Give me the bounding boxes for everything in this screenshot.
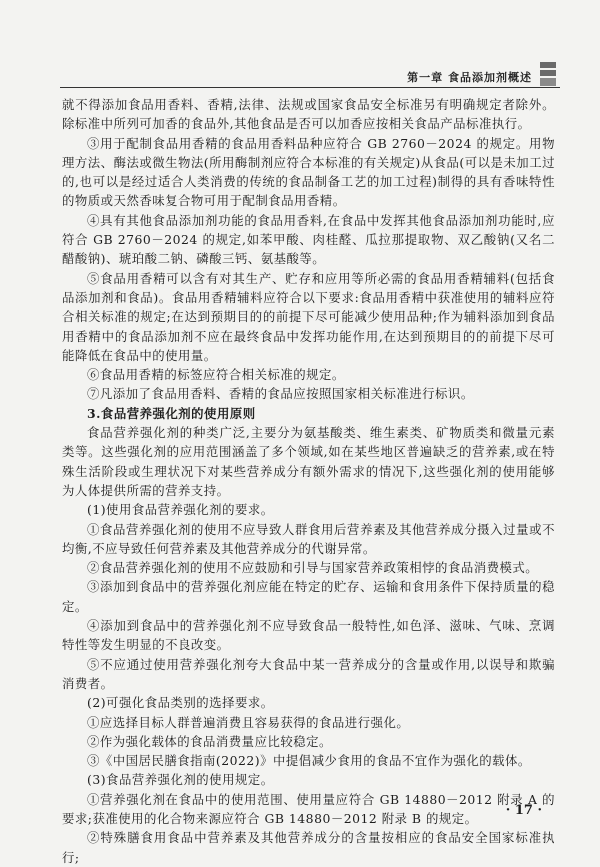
paragraph: ④具有其他食品添加剂功能的食品用香料,在食品中发挥其他食品添加剂功能时,应符合 GB 2760－2024 的规定,如苯甲酸、肉桂醛、瓜拉那提取物、双乙酸钠(又名二醋酸钠)、琥珀酸二钠、磷酸三钙、氨基酸等。 [62,212,555,267]
subsection-heading: (2)可强化食品类别的选择要求。 [87,695,274,711]
paragraph: ⑤不应通过使用营养强化剂夸大食品中某一营养成分的含量或作用,以误导和欺骗消费者。 [62,656,555,691]
paragraph: ②特殊膳食用食品中营养素及其他营养成分的含量按相应的食品安全国家标准执行; [62,830,555,865]
paragraph: ⑥食品用香精的标签应符合相关标准的规定。 [87,367,345,383]
paragraph: ⑦凡添加了食品用香料、香精的食品应按照国家相关标准进行标识。 [87,386,474,402]
paragraph: ①食品营养强化剂的使用不应导致人群食用后营养素及其他营养成分摄入过量或不均衡,不应导致任何营养素及其他营养成分的代谢异常。 [62,521,555,556]
paragraph: ①营养强化剂在食品中的使用范围、使用量应符合 GB 14880－2012 附录 A 的要求;获准使用的化合物来源应符合 GB 14880－2012 附录 B 的规定。 [62,791,555,826]
paragraph: ②食品营养强化剂的使用不应鼓励和引导与国家营养政策相悖的食品消费模式。 [87,560,539,576]
paragraph: ③添加到食品中的营养强化剂应能在特定的贮存、运输和食用条件下保持质量的稳定。 [62,579,555,614]
paragraph: ①应选择目标人群普遍消费且容易获得的食品进行强化。 [87,714,410,730]
body-text [62,95,555,867]
paragraph: ③《中国居民膳食指南(2022)》中提倡减少食用的食品不宜作为强化的载体。 [87,753,531,769]
chapter-tab-mark-icon [540,62,556,86]
paragraph: ⑤食品用香精可以含有对其生产、贮存和应用等所必需的食品用香精辅料(包括食品添加剂和食品)。食品用香精辅料应符合以下要求:食品用香精中获准使用的辅料应符合相关标准的规定;在达到预期目的的前提下尽可能减少使用品种;作为辅料添加到食品用香精中的食品添加剂不应在最终食品中发挥功能作用,在达到预期目的的前提下尽可能降低在食品中的使用量。 [62,270,555,363]
chapter-title: 第一章 食品添加剂概述 [407,71,532,84]
subsection-heading: (1)使用食品营养强化剂的要求。 [87,502,274,518]
paragraph: ③用于配制食品用香精的食品用香料品种应符合 GB 2760－2024 的规定。用物理方法、酶法或微生物法(所用酶制剂应符合本标准的有关规定)从食品(可以是未加工过的,也可以是经过适合人类消费的传统的食品制备工艺的加工过程)制得的具有香味特性的物质或天然香味复合物可用于配制食品用香精。 [62,135,555,209]
paragraph: 就不得添加食品用香料、香精,法律、法规或国家食品安全标准另有明确规定者除外。除标准中所列可加香的食品外,其他食品是否可以加香应按相关食品产品标准执行。 [62,97,555,132]
subsection-heading: (3)食品营养强化剂的使用规定。 [87,772,274,788]
header-rule [60,87,560,88]
page-header [0,60,600,90]
paragraph: ④添加到食品中的营养强化剂不应导致食品一般特性,如色泽、滋味、气味、烹调特性等发生明显的不良改变。 [62,618,555,653]
section-heading: 3.食品营养强化剂的使用原则 [87,405,256,421]
paragraph: ②作为强化载体的食品消费量应比较稳定。 [87,733,332,749]
paragraph: 食品营养强化剂的种类广泛,主要分为氨基酸类、维生素类、矿物质类和微量元素类等。这些强化剂的应用范围涵盖了多个领域,如在某些地区普遍缺乏的营养素,或在特殊生活阶段或生理状况下对某些营养成分有额外需求的情况下,这些强化剂的使用能够为人体提供所需的营养支持。 [62,425,555,498]
page-number: · 17 · [505,803,542,818]
